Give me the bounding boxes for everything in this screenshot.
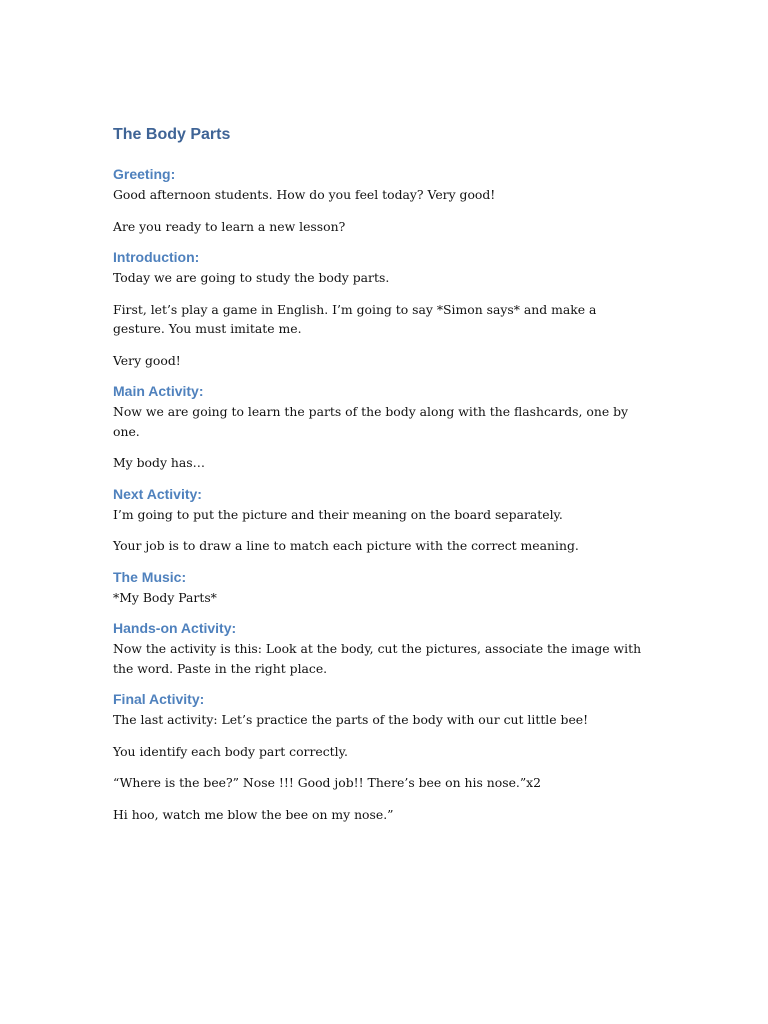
section-heading: Introduction: bbox=[113, 249, 200, 265]
paragraph: First, let’s play a game in English. I’m going to say *Simon says* and make a gesture. You must imitate me. bbox=[113, 301, 597, 336]
section-heading: The Music: bbox=[113, 568, 187, 585]
paragraph: Now the activity is this: Look at the body, cut the pictures, associate the image with the word. Paste in the right place. bbox=[113, 641, 642, 676]
paragraph: Good afternoon students. How do you feel today? Very good! bbox=[113, 187, 496, 202]
paragraph: You identify each body part correctly. bbox=[113, 743, 348, 759]
paragraph: “Where is the bee?” Nose !!! Good job!! There’s bee on his nose.”x2 bbox=[113, 775, 542, 790]
paragraph: Are you ready to learn a new lesson? bbox=[113, 218, 346, 234]
section-the-music bbox=[113, 568, 643, 608]
paragraph: Today we are going to study the body parts. bbox=[113, 270, 390, 285]
section-heading: Main Activity: bbox=[113, 383, 204, 399]
paragraph: My body has… bbox=[113, 455, 206, 470]
section-heading: Next Activity: bbox=[113, 485, 202, 502]
document-page bbox=[113, 123, 643, 836]
paragraph: I’m going to put the picture and their meaning on the board separately. bbox=[113, 506, 563, 522]
section-main-activity bbox=[113, 382, 643, 473]
paragraph: *My Body Parts* bbox=[113, 589, 217, 605]
paragraph: Your job is to draw a line to match each picture with the correct meaning. bbox=[113, 538, 579, 553]
paragraph: Very good! bbox=[113, 352, 181, 368]
document-title: The Body Parts bbox=[113, 126, 231, 143]
section-heading: Hands-on Activity: bbox=[113, 620, 237, 636]
section-next-activity bbox=[113, 485, 643, 556]
section-greeting bbox=[113, 165, 643, 236]
paragraph: The last activity: Let’s practice the parts of the body with our cut little bee! bbox=[113, 712, 589, 727]
paragraph: Now we are going to learn the parts of the body along with the flashcards, one by one. bbox=[113, 404, 629, 439]
section-introduction bbox=[113, 248, 643, 370]
section-final-activity bbox=[113, 690, 643, 824]
section-heading: Final Activity: bbox=[113, 691, 205, 707]
paragraph: Hi hoo, watch me blow the bee on my nose.” bbox=[113, 806, 394, 822]
section-heading: Greeting: bbox=[113, 166, 176, 182]
section-hands-on-activity bbox=[113, 619, 643, 678]
